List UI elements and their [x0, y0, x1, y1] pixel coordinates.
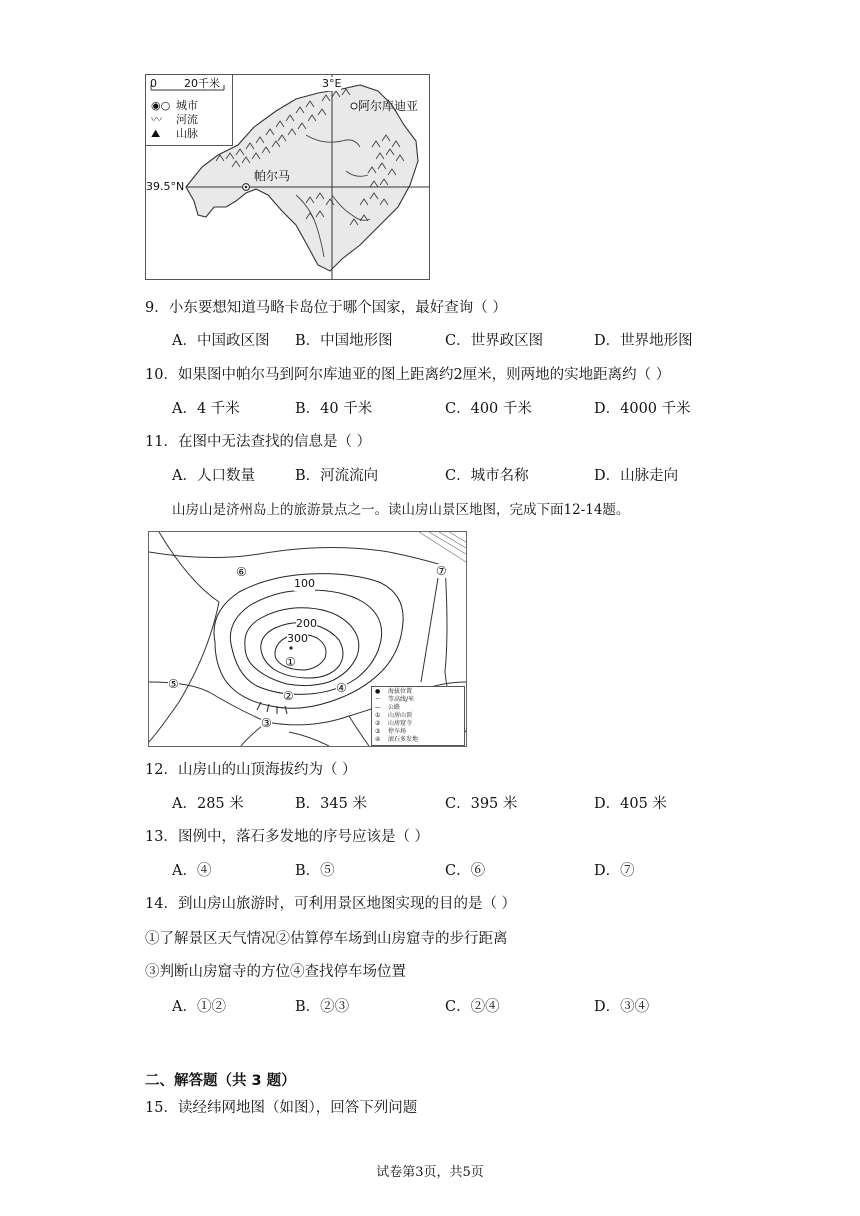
- legend-label-mountain: 山脉: [176, 127, 198, 140]
- question-12-option-d[interactable]: D．405 米: [594, 796, 667, 812]
- question-12-option-a[interactable]: A．285 米: [172, 796, 244, 812]
- map1-legend: [146, 75, 233, 146]
- question-9-option-d[interactable]: D．世界地形图: [594, 333, 693, 349]
- legend-label: 山房窟寺: [388, 720, 413, 727]
- question-13-option-b[interactable]: B．⑤: [295, 863, 335, 879]
- legend-symbol: —: [375, 704, 381, 711]
- question-14-stem: 14．到山房山旅游时，可利用景区地图实现的目的是（ ）: [145, 896, 517, 912]
- page-footer: 试卷第3页，共5页: [376, 1165, 484, 1180]
- marker-6: ⑥: [236, 565, 247, 579]
- marker-7: ⑦: [436, 564, 447, 578]
- legend-label: 公路: [388, 704, 401, 711]
- marker-4: ④: [336, 681, 347, 695]
- contour-label-300: 300: [287, 632, 308, 645]
- legend-label: 海拔位置: [388, 688, 413, 695]
- question-14-option-a[interactable]: A．①②: [172, 999, 226, 1015]
- question-9-option-a[interactable]: A．中国政区图: [172, 333, 270, 349]
- legend-label: 山房山顶: [388, 712, 413, 719]
- question-10-option-c[interactable]: C．400 千米: [445, 401, 532, 417]
- question-11-option-b[interactable]: B．河流流向: [295, 468, 379, 484]
- scale-zero: 0: [150, 77, 157, 90]
- legend-label: 等高线/米: [388, 696, 415, 703]
- question-13-option-d[interactable]: D．⑦: [594, 863, 635, 879]
- city-symbol-icon: ◉○: [151, 99, 171, 112]
- legend-symbol: 〜: [375, 696, 382, 703]
- question-13-option-a[interactable]: A．④: [172, 863, 212, 879]
- city-label-alcudia: 阿尔库迪亚: [358, 99, 419, 113]
- legend-label: 滚石多发地: [388, 736, 419, 743]
- question-10-option-a[interactable]: A．4 千米: [172, 401, 240, 417]
- legend-label-river: 河流: [176, 113, 198, 126]
- question-13-stem: 13．图例中，落石多发地的序号应该是（ ）: [145, 829, 430, 845]
- legend-symbol: ③: [375, 728, 381, 735]
- legend-symbol: ②: [375, 720, 381, 727]
- question-10-stem: 10．如果图中帕尔马到阿尔库迪亚的图上距离约2厘米，则两地的实地距离约（ ）: [145, 367, 671, 383]
- map2-legend: [371, 686, 465, 746]
- contour-label-200: 200: [296, 617, 317, 630]
- section-heading: 二、解答题（共 3 题）: [145, 1073, 296, 1089]
- question-14-option-b[interactable]: B．②③: [295, 999, 350, 1015]
- river-symbol-icon: 〰: [151, 113, 162, 126]
- city-label-palma: 帕尔马: [254, 169, 291, 183]
- legend-label-city: 城市: [176, 99, 198, 112]
- legend-symbol: ①: [375, 712, 381, 719]
- question-11-option-c[interactable]: C．城市名称: [445, 468, 529, 484]
- longitude-label: 3°E: [322, 77, 342, 90]
- city-alcudia-marker: [351, 103, 357, 109]
- mallorca-map: [145, 74, 430, 280]
- question-14-option-d[interactable]: D．③④: [594, 999, 650, 1015]
- question-14-line1: ①了解景区天气情况②估算停车场到山房窟寺的步行距离: [145, 931, 508, 947]
- question-11-option-a[interactable]: A．人口数量: [172, 468, 255, 484]
- question-9-option-b[interactable]: B．中国地形图: [295, 333, 393, 349]
- marker-1: ①: [285, 655, 296, 669]
- marker-3: ③: [261, 716, 272, 730]
- question-11-option-d[interactable]: D．山脉走向: [594, 468, 679, 484]
- scale-label: 20千米: [184, 77, 220, 90]
- question-9-option-c[interactable]: C．世界政区图: [445, 333, 544, 349]
- question-15-stem: 15．读经纬网地图（如图），回答下列问题: [145, 1100, 418, 1116]
- legend-symbol: ④: [375, 736, 381, 743]
- question-12-stem: 12．山房山的山顶海拔约为（ ）: [145, 762, 357, 778]
- mountain-symbol-icon: ⛰: [151, 127, 161, 140]
- marker-5: ⑤: [168, 677, 179, 691]
- sanbangsan-map: [148, 531, 467, 747]
- question-14-line2: ③判断山房窟寺的方位④查找停车场位置: [145, 964, 406, 980]
- latitude-label: 39.5°N: [146, 180, 185, 193]
- question-12-option-b[interactable]: B．345 米: [295, 796, 367, 812]
- marker-2: ②: [283, 689, 294, 703]
- question-9-stem: 9．小东要想知道马略卡岛位于哪个国家，最好查询（ ）: [145, 300, 507, 316]
- contour-label-100: 100: [294, 577, 315, 590]
- legend-label: 停车场: [388, 728, 407, 735]
- summit-marker: [289, 646, 292, 649]
- question-12-option-c[interactable]: C．395 米: [445, 796, 518, 812]
- question-14-option-c[interactable]: C．②④: [445, 999, 500, 1015]
- legend-symbol: ●: [375, 688, 381, 695]
- question-10-option-d[interactable]: D．4000 千米: [594, 401, 691, 417]
- question-13-option-c[interactable]: C．⑥: [445, 863, 486, 879]
- question-11-stem: 11．在图中无法查找的信息是（ ）: [145, 434, 372, 450]
- passage-intro: 山房山是济州岛上的旅游景点之一。读山房山景区地图，完成下面12-14题。: [172, 502, 630, 518]
- question-10-option-b[interactable]: B．40 千米: [295, 401, 373, 417]
